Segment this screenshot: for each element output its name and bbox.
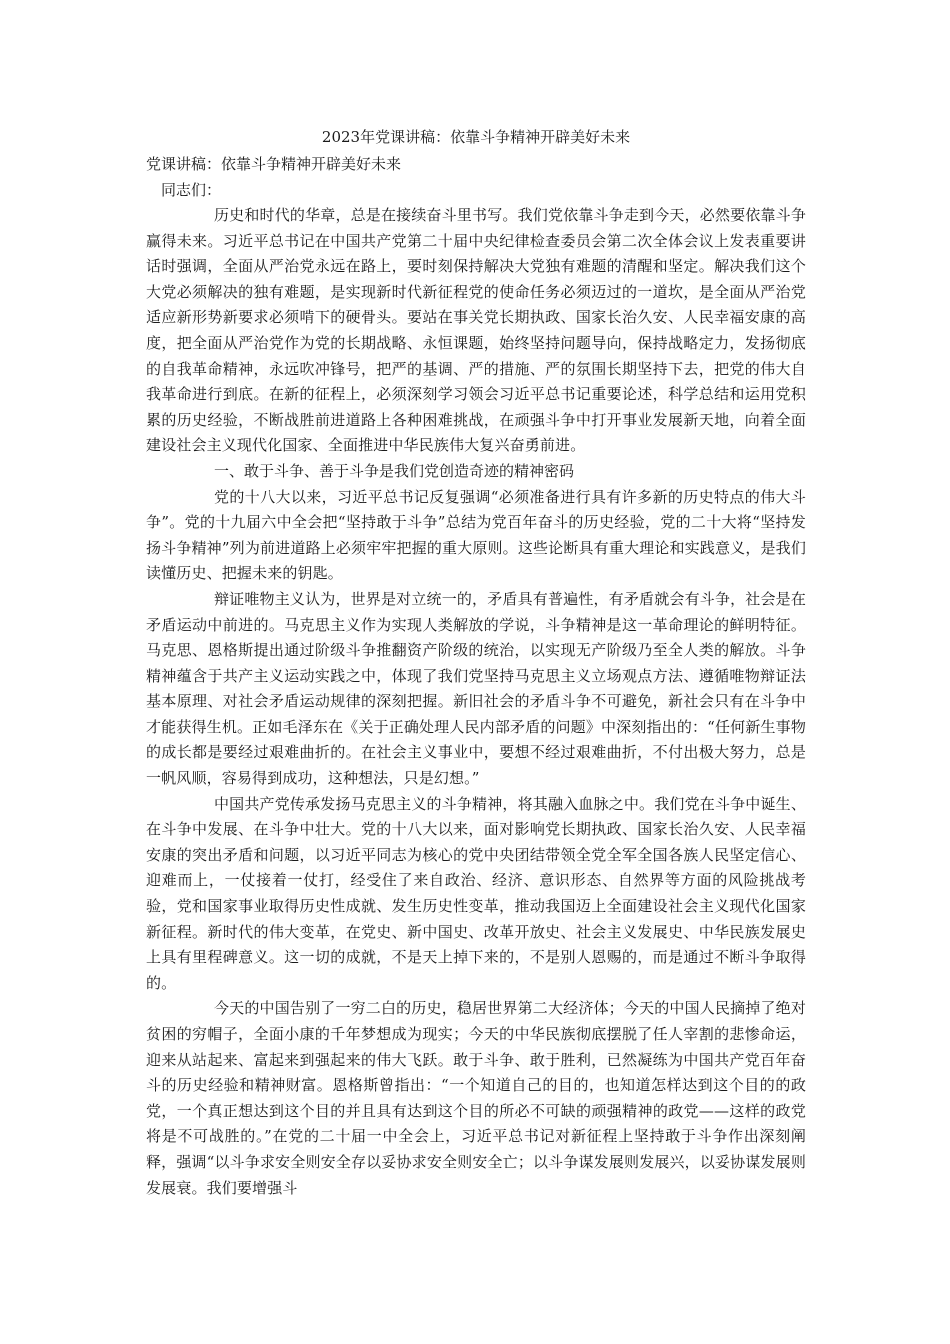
intro-paragraph: 历史和时代的华章，总是在接续奋斗里书写。我们党依靠斗争走到今天，必然要依靠斗争赢得未来。习近平总书记在中国共产党第二十届中央纪律检查委员会第二次全体会议上发表重要讲话时强调，全面从严治党永远在路上，要时刻保持解决大党独有难题的清醒和坚定。解决我们这个大党必须解决的独有难题，是实现新时代新征程党的使命任务必须迈过的一道坎，是全面从严治党适应新形势新要求必须啃下的硬骨头。要站在事关党长期执政、国家长治久安、人民幸福安康的高度，把全面从严治党作为党的长期战略、永恒课题，始终坚持问题导向，保持战略定力，发扬彻底的自我革命精神，永远吹冲锋号，把严的基调、严的措施、严的氛围长期坚持下去，把党的伟大自我革命进行到底。在新的征程上，必须深刻学习领会习近平总书记重要论述，科学总结和运用党积累的历史经验，不断战胜前进道路上各种困难挑战，在顽强斗争中打开事业发展新天地，向着全面建设社会主义现代化国家、全面推进中华民族伟大复兴奋勇前进。: [146, 206, 806, 455]
document-title: 2023年党课讲稿：依靠斗争精神开辟美好未来: [321, 128, 631, 146]
document-subtitle: 党课讲稿：依靠斗争精神开辟美好未来: [146, 155, 402, 173]
body-paragraph: 党的十八大以来，习近平总书记反复强调“必须准备进行具有许多新的历史特点的伟大斗争”。党的十九届六中全会把“坚持敢于斗争”总结为党百年奋斗的历史经验，党的二十大将“坚持发扬斗争精神”列为前进道路上必须牢牢把握的重大原则。这些论断具有重大理论和实践意义，是我们读懂历史、把握未来的钥匙。: [146, 487, 806, 583]
document-page: [146, 124, 806, 1201]
salutation: 同志们：: [161, 181, 222, 199]
body-paragraph: 今天的中国告别了一穷二白的历史，稳居世界第二大经济体；今天的中国人民摘掉了绝对贫困的穷帽子，全面小康的千年梦想成为现实；今天的中华民族彻底摆脱了任人宰割的悲惨命运，迎来从站起来、富起来到强起来的伟大飞跃。敢于斗争、敢于胜利，已然凝练为中国共产党百年奋斗的历史经验和精神财富。恩格斯曾指出：“一个知道自己的目的，也知道怎样达到这个目的的政党，一个真正想达到这个目的并且具有达到这个目的所必不可缺的顽强精神的政党——这样的政党将是不可战胜的。”在党的二十届一中全会上，习近平总书记对新征程上坚持敢于斗争作出深刻阐释，强调“以斗争求安全则安全存以妥协求安全则安全亡；以斗争谋发展则发展兴，以妥协谋发展则发展衰。我们要增强斗: [146, 999, 806, 1197]
section-heading: 一、敢于斗争、善于斗争是我们党创造奇迹的精神密码: [214, 461, 575, 480]
body-paragraph: 中国共产党传承发扬马克思主义的斗争精神，将其融入血脉之中。我们党在斗争中诞生、在斗争中发展、在斗争中壮大。党的十八大以来，面对影响党长期执政、国家长治久安、人民幸福安康的突出矛盾和问题，以习近平同志为核心的党中央团结带领全党全军全国各族人民坚定信心、迎难而上，一仗接着一仗打，经受住了来自政治、经济、意识形态、自然界等方面的风险挑战考验，党和国家事业取得历史性成就、发生历史性变革，推动我国迈上全面建设社会主义现代化国家新征程。新时代的伟大变革，在党史、新中国史、改革开放史、社会主义发展史、中华民族发展史上具有里程碑意义。这一切的成就，不是天上掉下来的，不是别人恩赐的，而是通过不断斗争取得的。: [146, 794, 806, 992]
body-paragraph: 辩证唯物主义认为，世界是对立统一的，矛盾具有普遍性，有矛盾就会有斗争，社会是在矛盾运动中前进的。马克思主义作为实现人类解放的学说，斗争精神是这一革命理论的鲜明特征。马克思、恩格斯提出通过阶级斗争推翻资产阶级的统治，以实现无产阶级乃至全人类的解放。斗争精神蕴含于共产主义运动实践之中，体现了我们党坚持马克思主义立场观点方法、遵循唯物辩证法基本原理、对社会矛盾运动规律的深刻把握。新旧社会的矛盾斗争不可避免，新社会只有在斗争中才能获得生机。正如毛泽东在《关于正确处理人民内部矛盾的问题》中深刻指出的：“任何新生事物的成长都是要经过艰难曲折的。在社会主义事业中，要想不经过艰难曲折，不付出极大努力，总是一帆风顺，容易得到成功，这种想法，只是幻想。”: [146, 589, 806, 788]
